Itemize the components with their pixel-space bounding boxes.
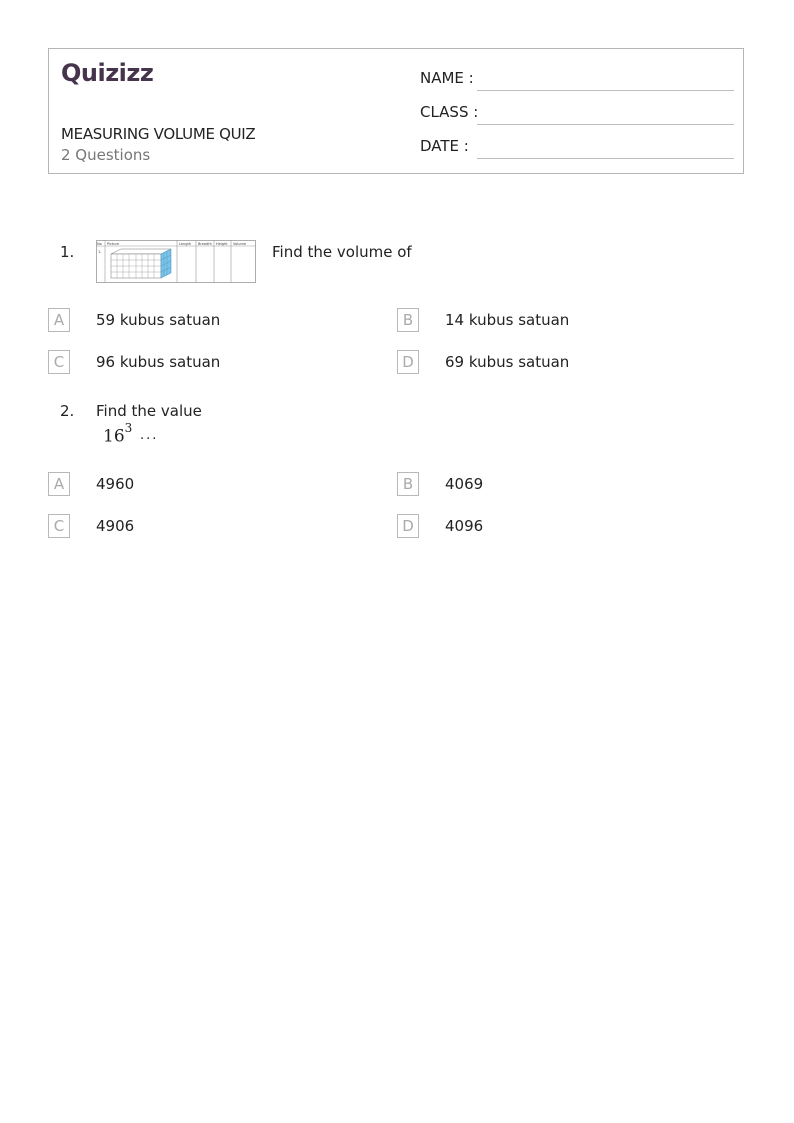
quizizz-logo: Quizizz bbox=[61, 59, 154, 87]
img-row-number: 1. bbox=[98, 250, 102, 254]
img-header-picture: Picture bbox=[107, 242, 120, 246]
ellipsis: ... bbox=[140, 428, 159, 443]
q1-option-b-text[interactable]: 14 kubus satuan bbox=[445, 311, 570, 329]
q2-option-b-letter[interactable]: B bbox=[397, 472, 419, 496]
question-1-text: Find the volume of bbox=[272, 243, 412, 261]
q1-option-d-letter[interactable]: D bbox=[397, 350, 419, 374]
name-label: NAME : bbox=[420, 69, 474, 87]
q1-option-a-letter[interactable]: A bbox=[48, 308, 70, 332]
question-2-number: 2. bbox=[60, 402, 75, 420]
q2-option-d-text[interactable]: 4096 bbox=[445, 517, 484, 535]
img-header-length: Length bbox=[179, 242, 192, 246]
q2-option-c-letter[interactable]: C bbox=[48, 514, 70, 538]
img-header-volume: Volume bbox=[233, 242, 247, 246]
question-1-number: 1. bbox=[60, 243, 75, 261]
volume-table-image bbox=[96, 240, 256, 283]
quiz-title: MEASURING VOLUME QUIZ bbox=[61, 125, 256, 143]
q1-option-c-text[interactable]: 96 kubus satuan bbox=[96, 353, 221, 371]
q1-option-c-letter[interactable]: C bbox=[48, 350, 70, 374]
img-header-height: Height bbox=[216, 242, 228, 246]
q2-option-b-text[interactable]: 4069 bbox=[445, 475, 484, 493]
cube-block-drawing bbox=[111, 249, 171, 278]
question-2-text: Find the value bbox=[96, 402, 202, 420]
math-expression bbox=[103, 421, 133, 447]
date-field bbox=[420, 137, 734, 161]
q1-option-b-letter[interactable]: B bbox=[397, 308, 419, 332]
quiz-header bbox=[48, 48, 744, 174]
name-line bbox=[477, 90, 734, 91]
q1-option-a-text[interactable]: 59 kubus satuan bbox=[96, 311, 221, 329]
name-field bbox=[420, 69, 734, 93]
question-count: 2 Questions bbox=[61, 146, 151, 164]
class-line bbox=[477, 124, 734, 125]
math-base: 16 bbox=[103, 426, 125, 447]
q2-option-a-text[interactable]: 4960 bbox=[96, 475, 135, 493]
img-header-breadth: Breadth bbox=[198, 242, 212, 246]
q2-option-d-letter[interactable]: D bbox=[397, 514, 419, 538]
q2-option-a-letter[interactable]: A bbox=[48, 472, 70, 496]
date-label: DATE : bbox=[420, 137, 469, 155]
math-exponent: 3 bbox=[124, 421, 133, 435]
q1-option-d-text[interactable]: 69 kubus satuan bbox=[445, 353, 570, 371]
date-line bbox=[477, 158, 734, 159]
class-field bbox=[420, 103, 734, 127]
img-header-no: No bbox=[97, 242, 102, 246]
q2-option-c-text[interactable]: 4906 bbox=[96, 517, 135, 535]
class-label: CLASS : bbox=[420, 103, 479, 121]
